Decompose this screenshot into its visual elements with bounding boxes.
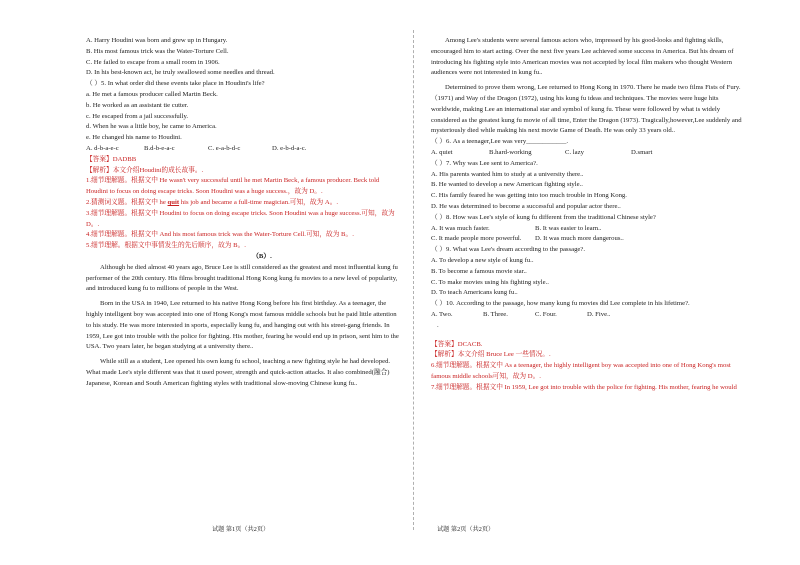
q6-option-a: A. quiet — [431, 148, 453, 156]
answer-key-a: 【答案】DADBB — [86, 155, 137, 163]
answer-key-b: 【答案】DCACB. — [431, 340, 483, 348]
p1-line-1: Although he died almost 40 years ago, Bruce Lee is still considered as the greatest and most influential kung fu — [100, 263, 398, 271]
question-8: （ ）8. How was Lee's style of kung fu different from the traditional Chinese style? — [431, 213, 656, 221]
explanation-6b: famous middle schools可知，故为 D。. — [431, 372, 541, 380]
question-9: （ ）9. What was Lee's dream according to the passage?. — [431, 246, 586, 254]
q5-option-c: C. e-a-b-d-c — [208, 144, 241, 152]
q10-options — [431, 310, 783, 321]
p5-line-1: Determined to prove them wrong, Lee returned to Hong Kong in 1970. There he made two films Fists of Fury. — [445, 84, 741, 92]
p4-line-3: introducing his fighting style into American movies was not accepted by local film makers who thought Western — [431, 58, 732, 66]
event-a: a. He met a famous producer called Martin Beck. — [86, 90, 218, 98]
p2-line-1: Born in the USA in 1940, Lee returned to his native Hong Kong before his first birthday. As a teenager, the — [100, 300, 387, 308]
question-6-stem: （ ）6. As a teenager,Lee was very — [431, 138, 527, 146]
explanation-2-post: his job and became a full-time magician.可知，故为 A。. — [179, 198, 339, 206]
p3-line-1: While still as a student, Lee opened his own kung fu school, teaching a new fighting style he had developed. — [100, 358, 391, 366]
p2-line-2: highly intelligent boy was accepted into one of Hong Kong's most famous middle schools but he paid little attention — [86, 310, 397, 318]
p4-line-1: Among Lee's students were several famous actors who, impressed by his good-looks and fighting skills, — [445, 37, 724, 44]
q8-option-a: A. It was much faster. — [431, 224, 490, 232]
q8-options-cd — [431, 234, 783, 245]
event-e: e. He changed his name to Houdini. — [86, 134, 182, 142]
question-7: （ ）7. Why was Lee sent to America?. — [431, 159, 538, 167]
explanation-2-word: quit — [167, 198, 180, 206]
q4-option-a: A. Harry Houdini was born and grew up in Hungary. — [86, 37, 228, 44]
p4-line-2: encouraged him to start acting. Over the next five years Lee achieved some success in America. But his dream of — [431, 47, 734, 55]
left-column — [86, 36, 438, 390]
event-c: c. He escaped from a jail successfully. — [86, 112, 189, 120]
q5-option-a: A. d-b-a-e-c — [86, 144, 119, 152]
q10-option-d: D. Five.. — [587, 310, 611, 318]
p2-line-4: 1959, Lee got into trouble with the police for fighting. His mother, fearing he would end up in prison, sent him to the — [86, 332, 399, 340]
q8-option-c: C. It made people more powerful. — [431, 235, 522, 243]
q4-option-b: B. His most famous trick was the Water-Torture Cell. — [86, 47, 229, 55]
question-6-end: . — [566, 138, 568, 146]
explanation-2-pre: 2.猜测词义题。根据文中 he — [86, 198, 168, 206]
q6-option-c: C. lazy — [565, 148, 584, 156]
p2-line-3: to his study. He was more interested in sports, especially kung fu, and hanging out with his street-gang friends. In — [86, 321, 390, 329]
analysis-a: 【解析】本文介绍Houdini的成长故事。. — [86, 166, 204, 174]
explanation-1a: 1.细节理解题。根据文中 He wasn't very successful until he met Martin Beck, a famous producer. Beck told — [86, 177, 380, 185]
right-column — [431, 36, 783, 394]
explanation-5: 5.细节理解。根据文中事情发生的先后顺序，故为 B。. — [86, 242, 246, 250]
p1-line-3: and introduced kung fu to millions of people in the West. — [86, 285, 239, 293]
q9-option-d: D. To teach Americans kung fu.. — [431, 289, 518, 297]
q4-option-d: D. In his best-known act, he truly swallowed some needles and thread. — [86, 69, 275, 77]
p5-line-3: worldwide, making Lee an international star and symbol of kung fu. These were followed by what is widely — [431, 105, 721, 113]
q7-option-a: A. His parents wanted him to study at a university there.. — [431, 170, 584, 178]
analysis-b: 【解析】本文介绍 Bruce Lee 一些情况。. — [431, 351, 551, 359]
column-divider — [413, 30, 414, 530]
p5-line-5: mysteriously died while making his next movie Game of Death. He was only 33 years old.. — [431, 127, 676, 135]
q7-option-d: D. He was determined to become a successful and popular actor there.. — [431, 202, 621, 210]
p3-line-3: Japanese, Korean and South American fighting styles with traditional slow-moving Chinese kung fu.. — [86, 379, 358, 387]
explanation-6a: 6.细节理解题。根据文中 As a teenager, the highly intelligent boy was accepted into one of Hong Kong's most — [431, 362, 731, 370]
q9-option-b: B. To become a famous movie star.. — [431, 267, 527, 275]
question-10: （ ）10. According to the passage, how many kung fu movies did Lee complete in his lifetime?. — [431, 300, 690, 308]
explanation-3b: D。. — [86, 220, 100, 228]
event-b: b. He worked as an assistant tie cutter. — [86, 101, 189, 109]
question-5: （ ）5. In what order did these events take place in Houdini's life? — [86, 80, 265, 88]
q10-option-a: A. Two. — [431, 310, 453, 318]
q6-option-d: D.smart — [631, 148, 653, 156]
q8-option-d: D. It was much more dangerous.. — [535, 235, 624, 243]
q7-option-b: B. He wanted to develop a new American fighting style.. — [431, 181, 583, 189]
p2-line-5: USA. Two years later, he began studying at a university there.. — [86, 343, 254, 351]
explanation-3a: 3.细节理解题。根据文中 Houdini to focus on doing escape tricks. Soon Houdini was a huge success.可知，故为 — [86, 209, 395, 217]
q5-options — [86, 144, 438, 155]
footer-page-2: 试题 第2页（共2页） — [437, 526, 495, 533]
q4-option-c: C. He failed to escape from a small room in 1906. — [86, 58, 220, 66]
p1-line-2: performer of the 20th century. His films brought traditional Hong Kong kung fu movies to a new level of popularity, — [86, 274, 398, 282]
q8-options-ab — [431, 224, 783, 235]
q8-option-b: B. It was easier to learn.. — [535, 224, 602, 232]
p3-line-2: What made Lee's style different was that it used power, strength and quick-action attacks. It also combined(融合) — [86, 368, 390, 376]
p5-line-4: considered as the greatest kung fu movie of all time, Enter the Dragon (1973). Tragically,however,Lee suddenly and — [431, 116, 742, 124]
p4-line-4: audiences were not interested in kung fu.. — [431, 69, 543, 77]
explanation-2 — [86, 198, 438, 209]
q10-option-b: B. Three. — [483, 310, 508, 318]
explanation-1b: Houdini to focus on doing escape tricks. Soon Houdini was a huge success.，故为 D。. — [86, 188, 323, 196]
p5-line-2: （1971) and Way of the Dragon (1972), using his kung fu ideas and techniques. The movies were huge hits — [431, 94, 719, 102]
explanation-4: 4.细节理解题。根据文中 And his most famous trick was the Water-Torture Cell.可知，故为 B。. — [86, 231, 354, 239]
explanation-7: 7.细节理解题。根据文中 In 1959, Lee got into trouble with the police for fighting. His mother, fearing he would — [431, 383, 737, 391]
q7-option-c: C. His family feared he was getting into too much trouble in Hong Kong. — [431, 192, 627, 200]
q10-option-c: C. Four. — [535, 310, 557, 318]
section-b-heading: （B）. — [252, 252, 272, 260]
event-d: d. When he was a little boy, he came to America. — [86, 123, 217, 131]
footer-page-1: 试题 第1页（共2页） — [212, 526, 270, 533]
q5-option-b: B.d-b-e-a-c — [144, 144, 175, 152]
question-6 — [431, 137, 783, 148]
q5-option-d: D. e-b-d-a-c. — [272, 144, 307, 152]
q6-option-b: B.hard-working — [489, 148, 532, 156]
stray-mark: . — [437, 321, 439, 329]
question-6-blank: ____________ — [526, 138, 567, 146]
q6-options — [431, 148, 783, 159]
q9-option-c: C. To make movies using his fighting style.. — [431, 278, 549, 286]
q9-option-a: A. To develop a new style of kung fu.. — [431, 256, 534, 264]
